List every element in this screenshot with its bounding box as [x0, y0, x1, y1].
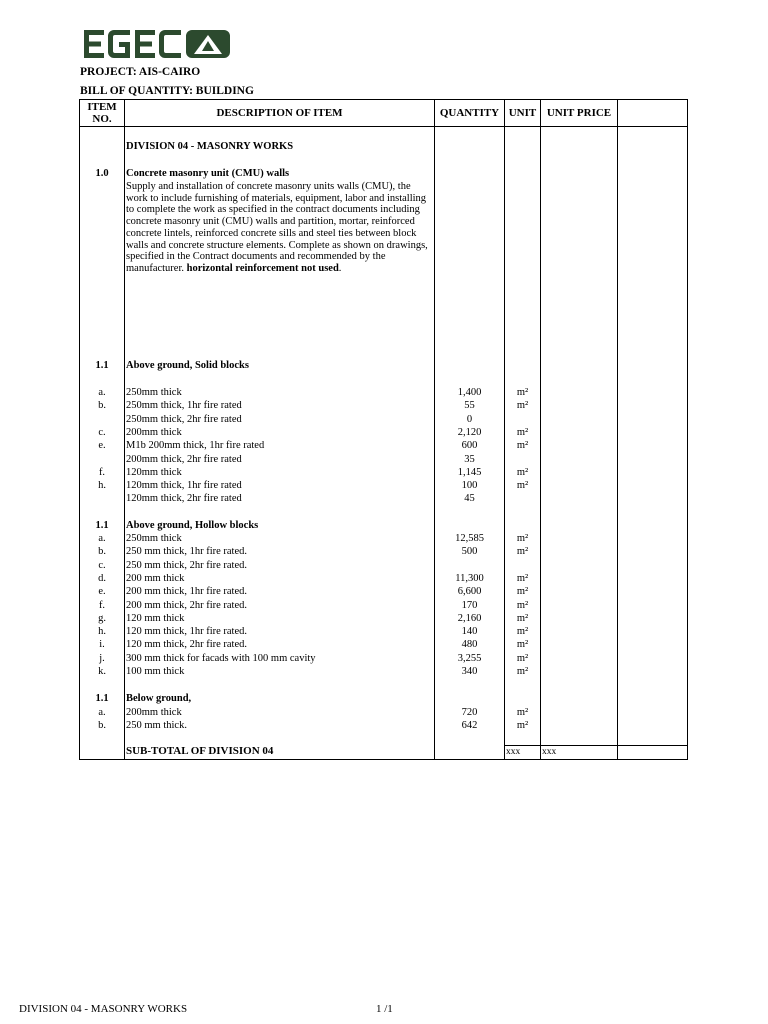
header-unit-price: UNIT PRICE: [546, 107, 612, 119]
row-item-letter: b.: [98, 400, 106, 412]
row-unit: m²: [516, 400, 529, 412]
row-item-letter: k.: [98, 666, 106, 677]
row-description: 200mm thick: [126, 707, 182, 718]
row-description: 250mm thick, 2hr fire rated: [126, 413, 242, 425]
row-description: 120 mm thick, 2hr fire rated.: [126, 639, 248, 651]
section-title: Concrete masonry unit (CMU) walls: [126, 168, 290, 179]
row-quantity: 170: [461, 599, 478, 611]
row-quantity: 55: [464, 400, 475, 412]
section-description: [126, 181, 432, 275]
row-quantity: 100: [461, 480, 478, 492]
row-item-letter: c.: [98, 559, 106, 571]
row-unit: m²: [516, 720, 529, 732]
boq-title: BILL OF QUANTITY: BUILDING: [80, 85, 254, 97]
row-unit: m²: [516, 666, 529, 677]
subtotal-label: SUB-TOTAL OF DIVISION 04: [126, 745, 274, 757]
row-item-letter: d.: [98, 572, 106, 584]
subtotal-unit: xxx: [506, 747, 521, 757]
row-unit: m²: [516, 599, 529, 611]
row-quantity: 480: [461, 639, 478, 651]
row-quantity: 12,585: [455, 533, 484, 544]
row-quantity: 11,300: [455, 572, 484, 584]
row-item-letter: f.: [98, 466, 106, 478]
row-unit: m²: [516, 586, 529, 598]
row-quantity: 642: [461, 720, 478, 732]
row-unit: m²: [516, 387, 529, 398]
table-bottom-border: [79, 759, 688, 760]
row-item-letter: f.: [98, 599, 106, 611]
row-description: 250 mm thick.: [126, 720, 187, 732]
row-unit: m²: [516, 652, 529, 664]
row-description: 120mm thick: [126, 466, 182, 478]
item-number: 1.1: [95, 520, 109, 531]
row-quantity: 3,255: [457, 652, 482, 664]
row-unit: m²: [516, 546, 529, 558]
row-item-letter: h.: [98, 626, 106, 638]
row-quantity: 500: [461, 546, 478, 558]
table-header-divider: [79, 126, 688, 127]
table-top-border: [79, 99, 688, 100]
row-quantity: 140: [461, 626, 478, 638]
item-number: 1.0: [95, 168, 109, 179]
row-description: 200 mm thick, 2hr fire rated.: [126, 599, 248, 611]
row-item-letter: a.: [98, 707, 106, 718]
row-quantity: 720: [461, 707, 478, 718]
description-text: Supply and installation of concrete masonry units walls (CMU), the work to include furnishing of materials, equipment, labor and installing to complete the work as specified in the contract documents including concrete masonry unit (CMU) walls and partition, mortar, reinforced concrete lintels, reinforced concrete sills and steel ties between block walls and concrete structure elements. Complete as shown on drawings, specified in the Contract documents and recommended by the manufacturer.: [126, 181, 428, 274]
row-item-letter: g.: [98, 612, 106, 624]
header-quantity: QUANTITY: [439, 107, 500, 119]
section-title: Below ground,: [126, 693, 192, 704]
subtotal-divider: [505, 745, 688, 746]
row-unit: m²: [516, 480, 529, 492]
row-unit: m²: [516, 626, 529, 638]
row-description: 250 mm thick, 1hr fire rated.: [126, 546, 248, 558]
row-unit: m²: [516, 612, 529, 624]
row-description: 120 mm thick: [126, 612, 185, 624]
row-item-letter: a.: [98, 387, 106, 398]
row-description: 250mm thick, 1hr fire rated: [126, 400, 242, 412]
col-border-unit: [540, 99, 541, 759]
row-quantity: 600: [461, 440, 478, 452]
row-description: 250 mm thick, 2hr fire rated.: [126, 559, 248, 571]
row-item-letter: b.: [98, 546, 106, 558]
division-title: DIVISION 04 - MASONRY WORKS: [126, 141, 294, 152]
row-item-letter: i.: [99, 639, 105, 651]
row-quantity: 6,600: [457, 586, 482, 598]
row-description: 300 mm thick for facads with 100 mm cavity: [126, 652, 316, 664]
item-number: 1.1: [95, 360, 109, 371]
row-quantity: 2,160: [457, 612, 482, 624]
row-item-letter: h.: [98, 480, 106, 492]
row-description: M1b 200mm thick, 1hr fire rated: [126, 440, 265, 452]
row-unit: m²: [516, 426, 529, 438]
egeco-logo: [84, 29, 234, 59]
row-unit: m²: [516, 639, 529, 651]
header-unit: UNIT: [508, 107, 537, 119]
description-bold: horizontal reinforcement not used: [186, 262, 339, 274]
row-item-letter: e.: [98, 586, 106, 598]
item-number: 1.1: [95, 693, 109, 704]
row-quantity: 45: [464, 493, 475, 505]
row-description: 250mm thick: [126, 533, 182, 544]
row-description: 200mm thick: [126, 426, 182, 438]
footer-page-number: 1 /1: [376, 1003, 393, 1015]
row-description: 120mm thick, 1hr fire rated: [126, 480, 242, 492]
row-item-letter: c.: [98, 426, 106, 438]
row-description: 120 mm thick, 1hr fire rated.: [126, 626, 248, 638]
row-item-letter: a.: [98, 533, 106, 544]
row-quantity: 1,400: [457, 387, 482, 398]
row-quantity: 35: [464, 453, 475, 465]
project-title: PROJECT: AIS-CAIRO: [80, 66, 201, 78]
section-title: Above ground, Hollow blocks: [126, 520, 259, 531]
row-quantity: 1,145: [457, 466, 482, 478]
section-title: Above ground, Solid blocks: [126, 360, 249, 371]
row-quantity: 340: [461, 666, 478, 677]
row-unit: m²: [516, 440, 529, 452]
row-unit: m²: [516, 572, 529, 584]
col-border-right: [687, 99, 688, 759]
footer-division: DIVISION 04 - MASONRY WORKS: [19, 1003, 188, 1015]
row-item-letter: j.: [99, 652, 105, 664]
row-unit: m²: [516, 533, 529, 544]
subtotal-unit-price: xxx: [542, 747, 557, 757]
col-border-item: [124, 99, 125, 759]
col-border-price: [617, 99, 618, 759]
row-unit: m²: [516, 707, 529, 718]
row-description: 200mm thick, 2hr fire rated: [126, 453, 242, 465]
row-description: 200 mm thick: [126, 572, 185, 584]
row-description: 200 mm thick, 1hr fire rated.: [126, 586, 248, 598]
header-item-no: ITEM NO.: [87, 101, 117, 125]
description-end: .: [338, 262, 342, 274]
row-unit: m²: [516, 466, 529, 478]
row-description: 250mm thick: [126, 387, 182, 398]
row-quantity: 0: [466, 413, 473, 425]
row-description: 100 mm thick: [126, 666, 185, 677]
row-quantity: 2,120: [457, 426, 482, 438]
row-description: 120mm thick, 2hr fire rated: [126, 493, 242, 505]
header-description: DESCRIPTION OF ITEM: [216, 107, 343, 119]
row-item-letter: e.: [98, 440, 106, 452]
row-item-letter: b.: [98, 720, 106, 732]
